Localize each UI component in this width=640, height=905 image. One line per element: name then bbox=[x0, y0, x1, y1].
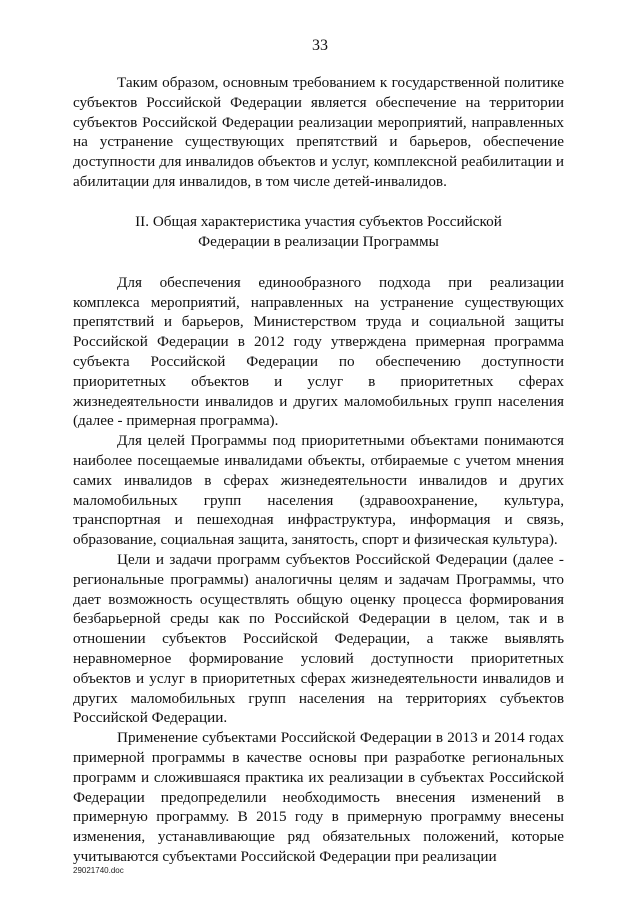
footer-file-name: 29021740.doc bbox=[73, 866, 124, 875]
paragraph-1: Для обеспечения единообразного подхода при реализации комплекса мероприятий, направленных на устранение существующих препятствий и барьеров, Министерством труда и социальной защиты Российской Федерации в 2012 году утверждена примерная программа субъекта Российской Федерации по обеспечению доступности приоритетных объектов и услуг в приоритетных сферах жизнедеятельности инвалидов и других маломобильных групп населения (далее - примерная программа). bbox=[73, 273, 564, 430]
paragraph-intro: Таким образом, основным требованием к государственной политике субъектов Российской Федерации является обеспечение на территории субъектов Российской Федерации реализации мероприятий, направленных на устранение существующих препятствий и барьеров, обеспечение доступности для инвалидов объектов и услуг, комплексной реабилитации и абилитации для инвалидов, в том числе детей-инвалидов. bbox=[73, 74, 564, 190]
paragraph-4: Применение субъектами Российской Федерации в 2013 и 2014 годах примерной программы в качестве основы при разработке региональных программ и сложившаяся практика их реализации в субъектах Российской Федерации предопределили необходимость внесения изменений в примерную программу. В 2015 году в примерную программу внесены изменения, устанавливающие ряд обязательных положений, которые учитываются субъектами Российской Федерации при реализации bbox=[73, 729, 564, 865]
paragraph-3: Цели и задачи программ субъектов Российской Федерации (далее - региональные программы) аналогичны целям и задачам Программы, что дает возможность осуществлять общую оценку процесса формирования безбарьерной среды как по Российской Федерации в целом, так и в отношении субъектов Российской Федерации, а также выявлять неравномерное формирование условий доступности приоритетных объектов и услуг в приоритетных сферах жизнедеятельности инвалидов и других маломобильных групп населения на территориях субъектов Российской Федерации. bbox=[73, 550, 564, 727]
section-heading-line-2: Федерации в реализации Программы bbox=[198, 232, 439, 250]
page-number: 33 bbox=[312, 37, 328, 54]
document-body bbox=[73, 73, 564, 867]
section-heading-line-1: II. Общая характеристика участия субъектов Российской bbox=[135, 212, 502, 230]
paragraph-2: Для целей Программы под приоритетными объектами понимаются наиболее посещаемые инвалидами объекты, отбираемые с учетом мнения самих инвалидов в сферах жизнедеятельности инвалидов и других маломобильных групп населения (здравоохранение, культура, транспортная и пешеходная инфраструктура, информация и связь, образование, социальная защита, занятость, спорт и физическая культура). bbox=[73, 432, 564, 549]
section-heading bbox=[73, 212, 564, 252]
